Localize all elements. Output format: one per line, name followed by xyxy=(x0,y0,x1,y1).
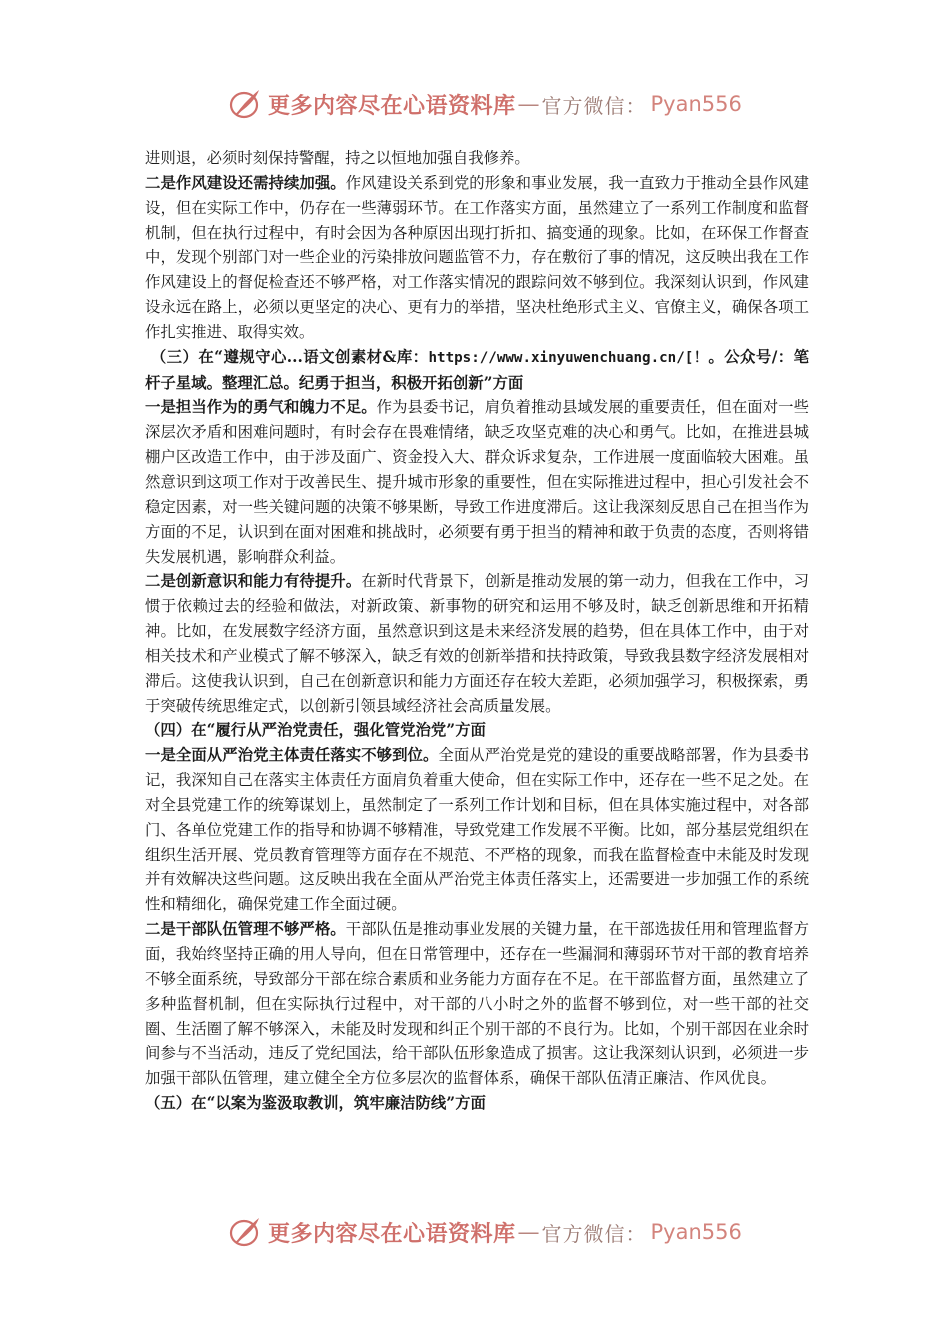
header-banner xyxy=(228,84,742,124)
paragraph-lead: 二是创新意识和能力有待提升。 xyxy=(145,572,362,591)
paragraph-lead: 二是干部队伍管理不够严格。 xyxy=(145,920,346,939)
banner-wechat-id: Pyan556 xyxy=(650,1220,742,1244)
paragraph xyxy=(145,395,809,569)
paragraph xyxy=(145,743,809,917)
paragraph-lead: 一是全面从严治党主体责任落实不够到位。 xyxy=(145,746,439,765)
banner-label: 官方微信： xyxy=(541,1221,647,1246)
paragraph-text: 在新时代背景下，创新是推动发展的第一动力，但我在工作中，习惯于依赖过去的经验和做法，对新政策、新事物的研究和运用不够及时，缺乏创新思维和开拓精神。比如，在发展数字经济方面，虽然意识到这是未来经济发展的趋势，但在具体工作中，由于对相关技术和产业模式了解不够深入，缺乏有效的创新举措和扶持政策，导致我县数字经济发展相对滞后。这使我认识到，自己在创新意识和能力方面还存在较大差距，必须加强学习，积极探索，勇于突破传统思维定式，以创新引领县域经济社会高质量发展。 xyxy=(145,572,809,715)
paragraph-text: 作风建设关系到党的形象和事业发展，我一直致力于推动全县作风建设，但在实际工作中，仍存在一些薄弱环节。在工作落实方面，虽然建立了一系列工作制度和监督机制，但在执行过程中，有时会因为各种原因出现打折扣、搞变通的现象。比如，在环保工作督查中，发现个别部门对一些企业的污染排放问题监管不力，存在敷衍了事的情况，这反映出我在工作作风建设上的督促检查还不够严格，对工作落实情况的跟踪问效不够到位。我深刻认识到，作风建设永远在路上，必须以更坚定的决心、更有力的举措，坚决杜绝形式主义、官僚主义，确保各项工作扎实推进、取得实效。 xyxy=(145,173,809,341)
section-heading-3: （三）在“遵规守心...语文创素材&库：https://www.xinyuwenchuang.cn/[！。公众号/：笔杆子星域。整理汇总。纪勇于担当，积极开拓创新”方面 xyxy=(145,347,810,392)
paragraph: 进则退，必须时刻保持警醒，持之以恒地加强自我修养。 xyxy=(145,149,530,167)
quill-logo-icon xyxy=(228,1214,264,1250)
section-url: https://www.xinyuwenchuang.cn/[！ xyxy=(428,349,709,366)
paragraph xyxy=(145,569,809,718)
banner-separator: — xyxy=(517,1219,540,1245)
banner-text: 更多内容尽在心语资料库 xyxy=(268,92,516,119)
paragraph xyxy=(145,171,809,345)
paragraph-text: 干部队伍是推动事业发展的关键力量，在干部选拔任用和管理监督方面，我始终坚持正确的用人导向，但在日常管理中，还存在一些漏洞和薄弱环节对干部的教育培养不够全面系统，导致部分干部在综合素质和业务能力方面存在不足。在干部监督方面，虽然建立了多种监督机制，但在实际执行过程中，对干部的八小时之外的监督不够到位，对一些干部的社交圈、生活圈了解不够深入，未能及时发现和纠正个别干部的不良行为。比如，个别干部因在业余时间参与不当活动，违反了党纪国法，给干部队伍形象造成了损害。这让我深刻认识到，必须进一步加强干部队伍管理，建立健全全方位多层次的监督体系，确保干部队伍清正廉洁、作风优良。 xyxy=(145,920,809,1088)
section-heading-4: （四）在“履行从严治党责任，强化管党治党”方面 xyxy=(145,721,486,740)
section-heading-5: （五）在“以案为鉴汲取教训，筑牢廉洁防线”方面 xyxy=(145,1094,486,1113)
paragraph xyxy=(145,917,809,1091)
paragraph-lead: 二是作风建设还需持续加强。 xyxy=(145,173,346,192)
footer-banner xyxy=(228,1212,742,1252)
paragraph-lead: 一是担当作为的勇气和魄力不足。 xyxy=(145,398,377,417)
paragraph-text: 作为县委书记，肩负着推动县域发展的重要责任，但在面对一些深层次矛盾和困难问题时，有时会存在畏难情绪，缺乏攻坚克难的决心和勇气。比如，在推进县城棚户区改造工作中，由于涉及面广、资金投入大、群众诉求复杂，工作进展一度面临较大困难。虽然意识到这项工作对于改善民生、提升城市形象的重要性，但在实际推进过程中，担心引发社会不稳定因素，对一些关键问题的决策不够果断，导致工作进度滞后。这让我深刻反思自己在担当作为方面的不足，认识到在面对困难和挑战时，必须要有勇于担当的精神和敢于负责的态度，否则将错失发展机遇，影响群众利益。 xyxy=(145,398,809,566)
paragraph-text: 全面从严治党是党的建设的重要战略部署，作为县委书记，我深知自己在落实主体责任方面肩负着重大使命，但在实际工作中，还存在一些不足之处。在对全县党建工作的统筹谋划上，虽然制定了一系列工作计划和目标，但在具体实施过程中，对各部门、各单位党建工作的指导和协调不够精准，导致党建工作发展不平衡。比如，部分基层党组织在组织生活开展、党员教育管理等方面存在不规范、不严格的现象，而我在监督检查中未能及时发现并有效解决这些问题。这反映出我在全面从严治党主体责任落实上，还需要进一步加强工作的系统性和精细化，确保党建工作全面过硬。 xyxy=(145,746,809,914)
quill-logo-icon xyxy=(228,86,264,122)
document-body xyxy=(145,146,809,1116)
banner-text: 更多内容尽在心语资料库 xyxy=(268,1220,516,1247)
banner-label: 官方微信： xyxy=(541,93,647,118)
banner-wechat-id: Pyan556 xyxy=(650,92,742,116)
banner-separator: — xyxy=(517,91,540,117)
